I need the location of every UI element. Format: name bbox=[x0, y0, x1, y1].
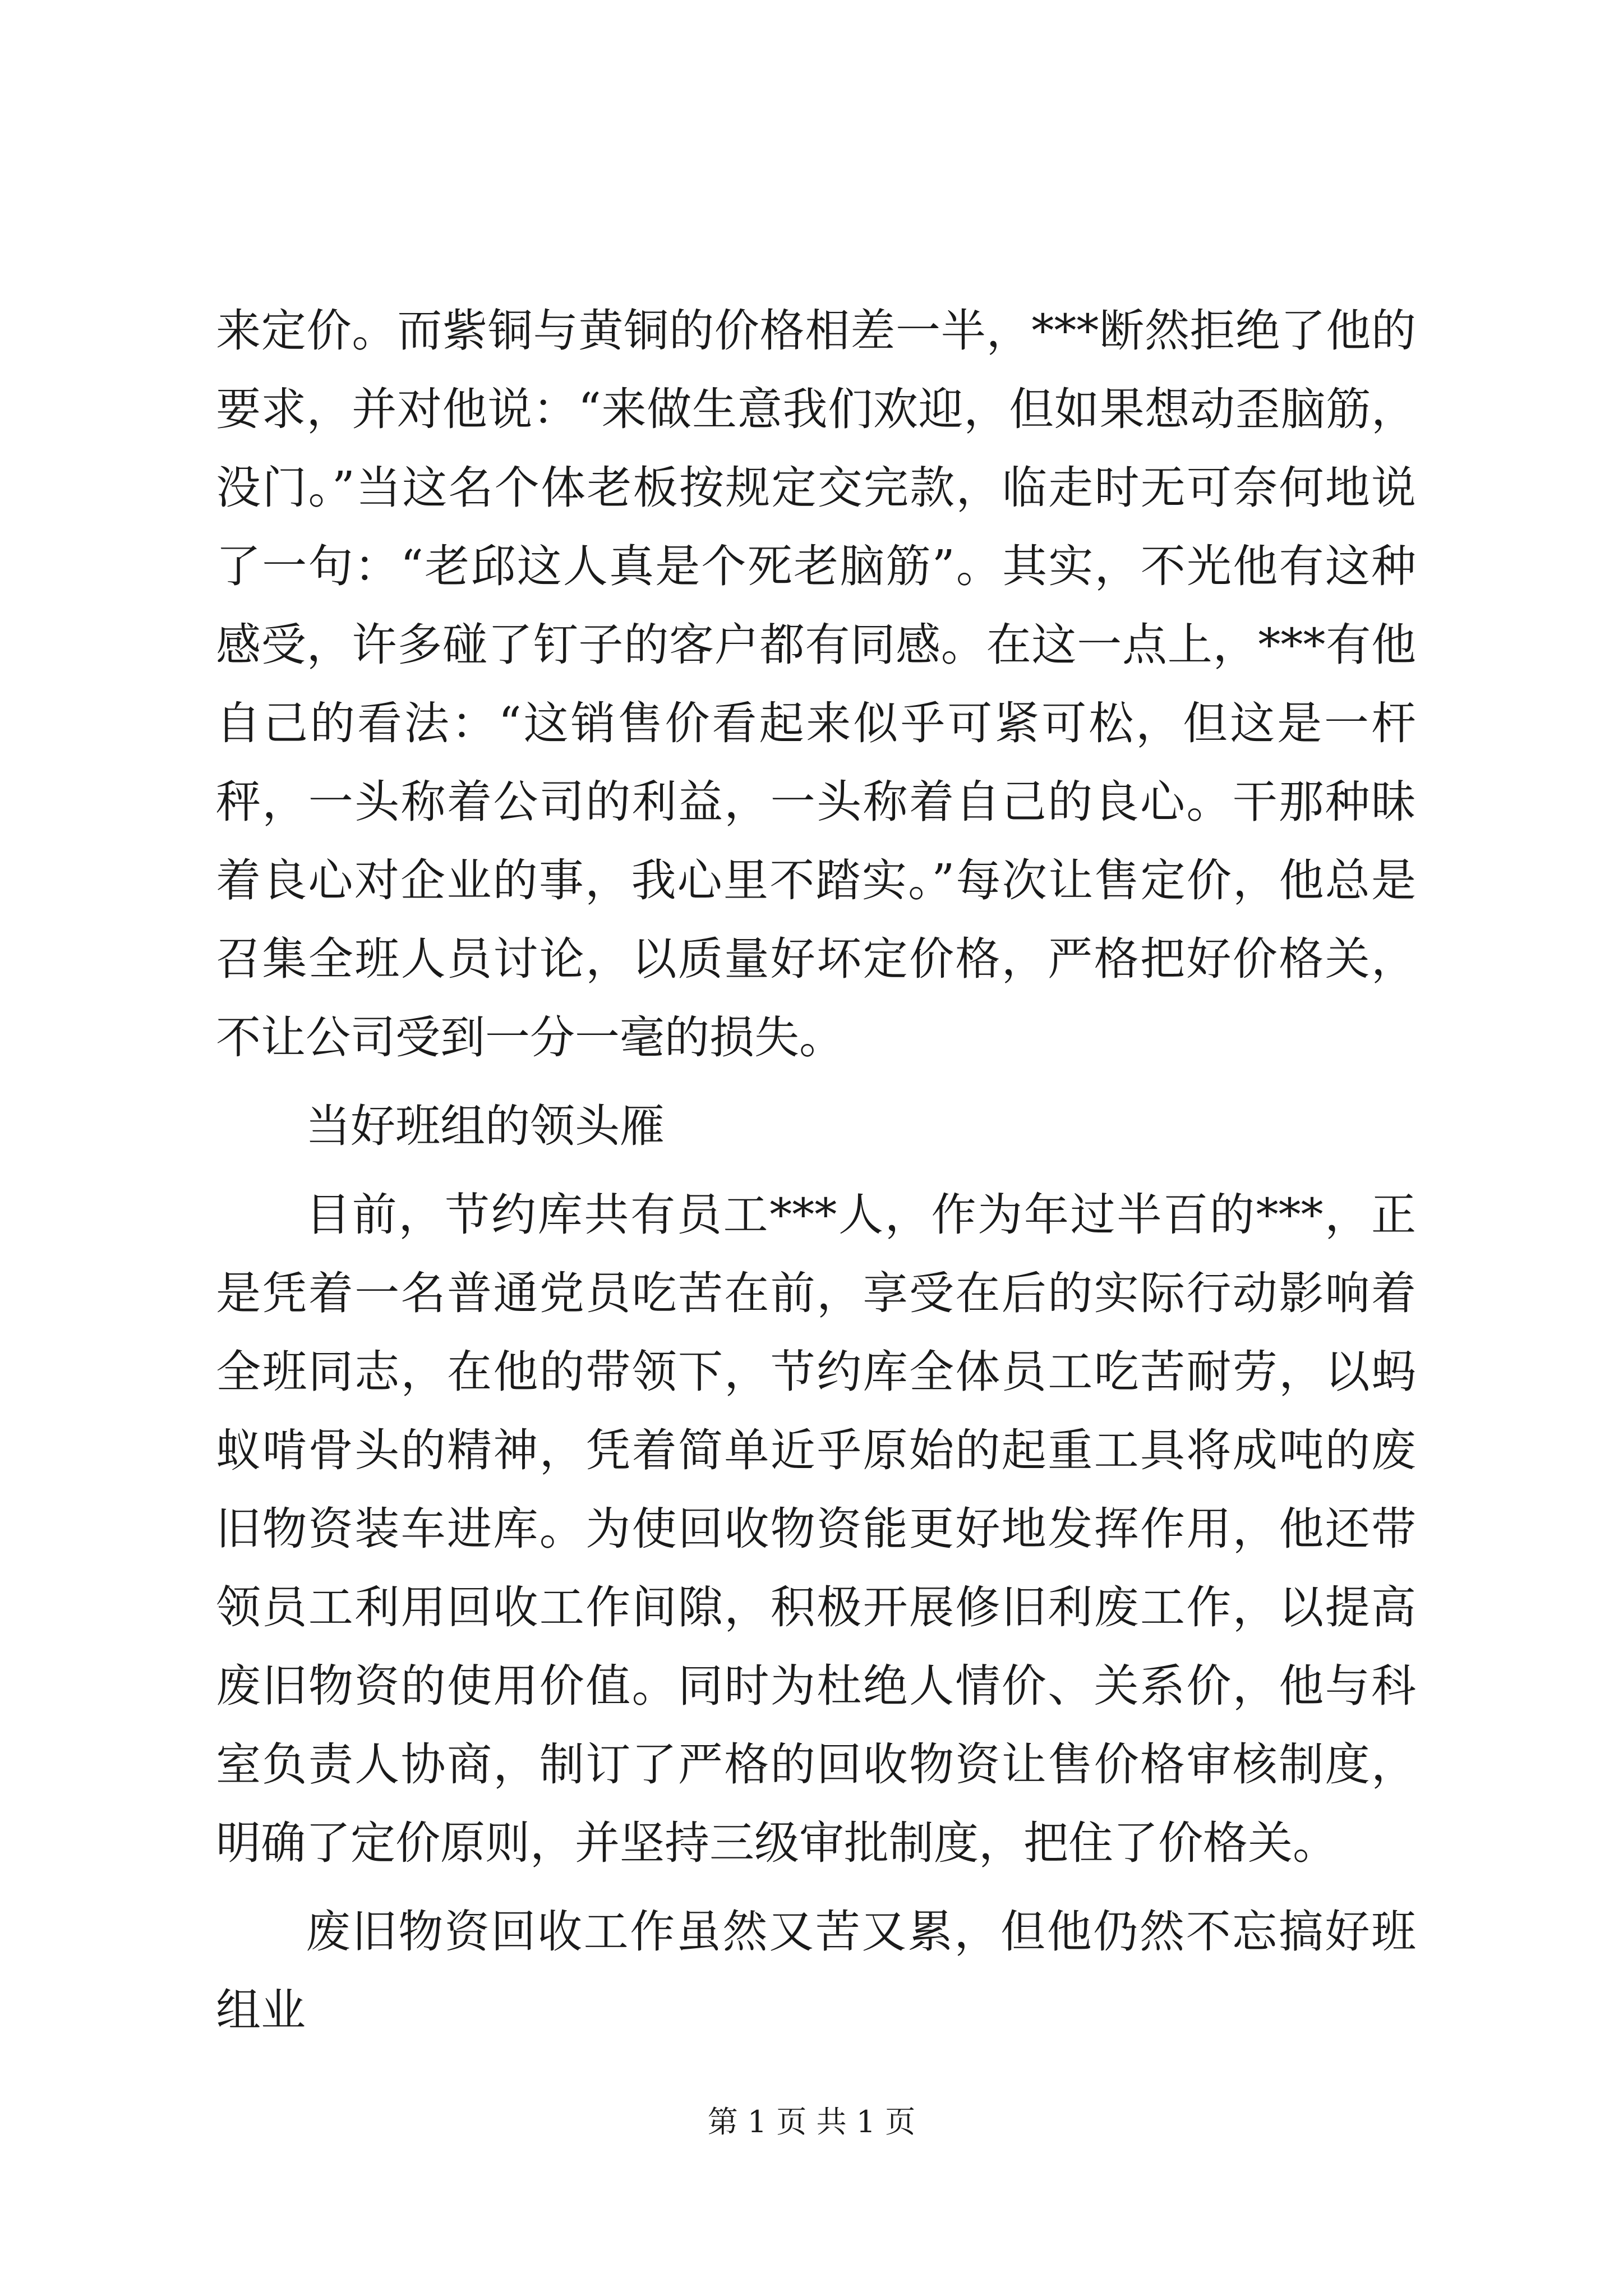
paragraph-3: 废旧物资回收工作虽然又苦又累，但他仍然不忘搞好班组业 bbox=[216, 1906, 1416, 2036]
section-heading: 当好班组的领头雁 bbox=[306, 1100, 665, 1152]
paragraph-2: 目前，节约库共有员工***人，作为年过半百的***，正是凭着一名普通党员吃苦在前，享受在后的实际行动影响着全班同志，在他的带领下，节约库全体员工吃苦耐劳，以蚂蚁啃骨头的精神，凭着简单近乎原始的起重工具将成吨的废旧物资装车进库。为使回收物资能更好地发挥作用，他还带领员工利用回收工作间隙，积极开展修旧利废工作，以提高废旧物资的使用价值。同时为杜绝人情价、关系价，他与科室负责人协商，制订了严格的回收物资让售价格审核制度，明确了定价原则，并坚持三级审批制度，把住了价格关。 bbox=[216, 1189, 1416, 1869]
paragraph-1: 来定价。而紫铜与黄铜的价格相差一半，***断然拒绝了他的要求，并对他说：“来做生意我们欢迎，但如果想动歪脑筋，没门。”当这名个体老板按规定交完款，临走时无可奈何地说了一句：“老邱这人真是个死老脑筋”。其实，不光他有这种感受，许多碰了钉子的客户都有同感。在这一点上，***有他自己的看法：“这销售价看起来似乎可紧可松，但这是一杆秤，一头称着公司的利益，一头称着自己的良心。干那种昧着良心对企业的事，我心里不踏实。”每次让售定价，他总是召集全班人员讨论，以质量好坏定价格，严格把好价格关，不让公司受到一分一毫的损失。 bbox=[216, 305, 1416, 1064]
document-body bbox=[216, 292, 1416, 2050]
page-footer: 第 1 页 共 1 页 bbox=[707, 2104, 916, 2139]
